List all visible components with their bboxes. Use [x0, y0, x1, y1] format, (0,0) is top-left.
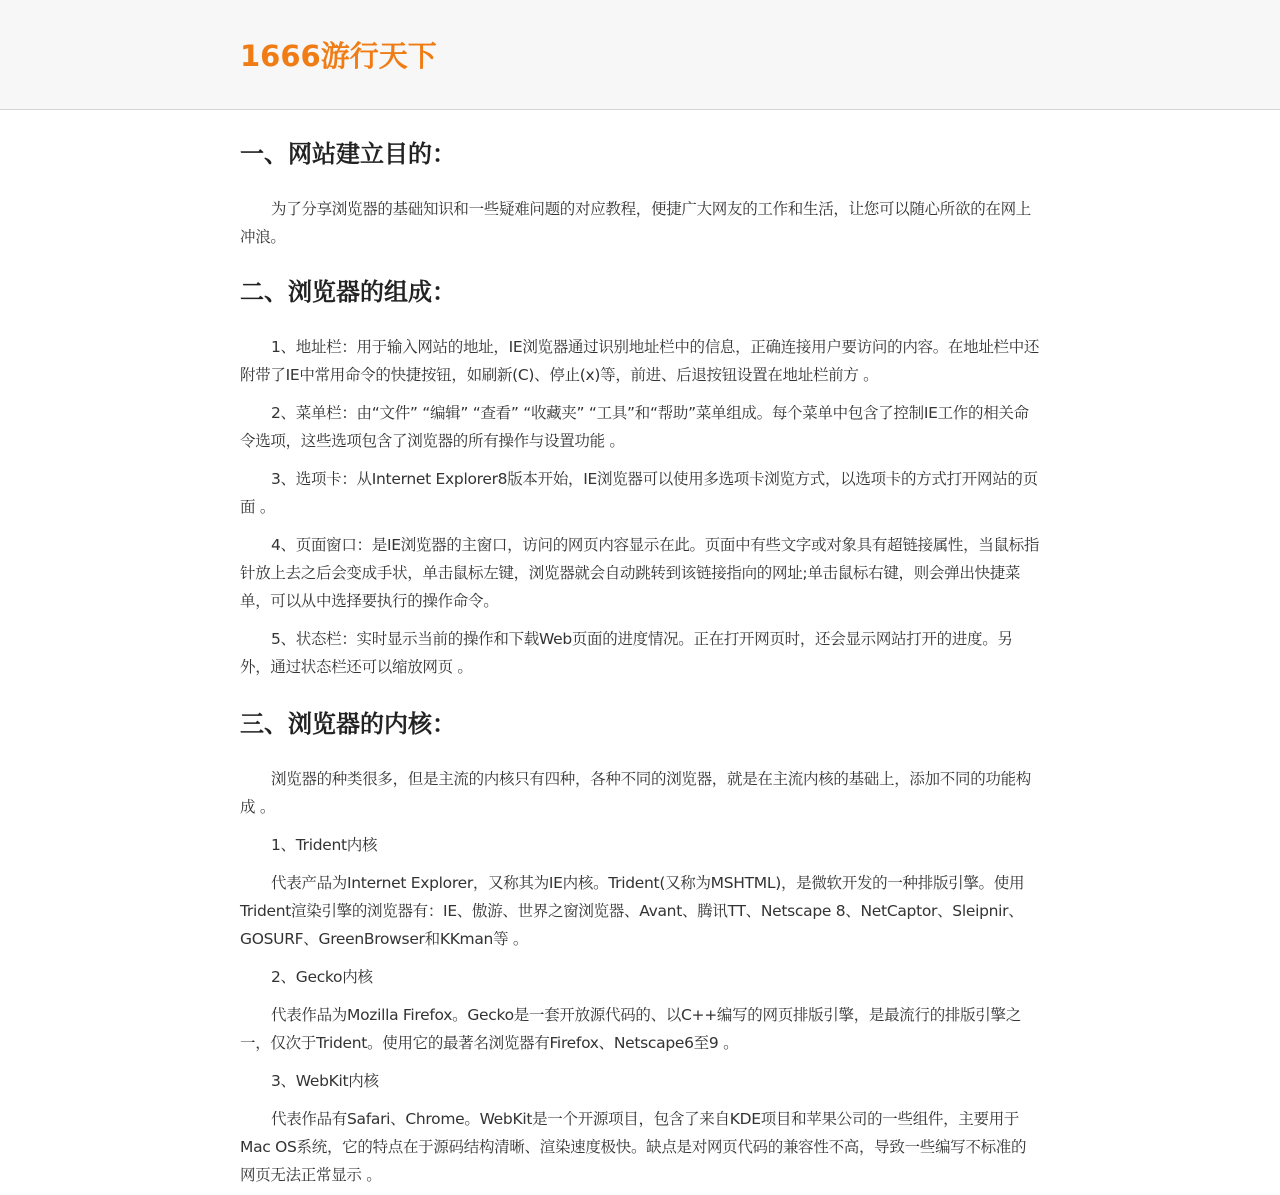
paragraph-address-bar: 1、地址栏：用于输入网站的地址，IE浏览器通过识别地址栏中的信息，正确连接用户要访问的内容。在地址栏中还附带了IE中常用命令的快捷按钮，如刷新(C)、停止(x)等，前进、后退按钮设置在地址栏前方 。	[240, 338, 1040, 384]
paragraph-tabs: 3、选项卡：从Internet Explorer8版本开始，IE浏览器可以使用多选项卡浏览方式，以选项卡的方式打开网站的页面 。	[240, 470, 1038, 516]
section-browser-components	[240, 275, 1040, 681]
paragraph-menu-bar: 2、菜单栏：由“文件” “编辑” “查看” “收藏夹” “工具”和“帮助”菜单组成。每个菜单中包含了控制IE工作的相关命令选项，这些选项包含了浏览器的所有操作与设置功能 。	[240, 404, 1029, 450]
paragraph-status-bar: 5、状态栏：实时显示当前的操作和下载Web页面的进度情况。正在打开网页时，还会显示网站打开的进度。另外，通过状态栏还可以缩放网页 。	[240, 630, 1013, 676]
article-content	[240, 110, 1040, 1189]
site-header	[0, 0, 1280, 110]
section-title: 二、浏览器的组成：	[240, 278, 456, 306]
paragraph-trident: 代表产品为Internet Explorer，又称其为IE内核。Trident(又称为MSHTML)，是微软开发的一种排版引擎。使用Trident渲染引擎的浏览器有：IE、傲游、世界之窗浏览器、Avant、腾讯TT、Netscape 8、NetCaptor、Sleipnir、GOSURF、GreenBrowser和KKman等 。	[240, 874, 1025, 948]
subheading-webkit: 3、WebKit内核	[271, 1072, 379, 1090]
paragraph-engines-intro: 浏览器的种类很多，但是主流的内核只有四种，各种不同的浏览器，就是在主流内核的基础上，添加不同的功能构成 。	[240, 770, 1032, 816]
section-title: 三、浏览器的内核：	[240, 710, 456, 738]
subheading-gecko: 2、Gecko内核	[271, 968, 373, 986]
paragraph-webkit: 代表作品有Safari、Chrome。WebKit是一个开源项目，包含了来自KDE项目和苹果公司的一些组件，主要用于Mac OS系统，它的特点在于源码结构清晰、渲染速度极快。缺点是对网页代码的兼容性不高，导致一些编写不标准的网页无法正常显示 。	[240, 1110, 1027, 1184]
section-browser-engines	[240, 707, 1040, 1189]
paragraph-page-window: 4、页面窗口：是IE浏览器的主窗口，访问的网页内容显示在此。页面中有些文字或对象具有超链接属性，当鼠标指针放上去之后会变成手状，单击鼠标左键，浏览器就会自动跳转到该链接指向的网址;单击鼠标右键，则会弹出快捷菜单，可以从中选择要执行的操作命令。	[240, 536, 1040, 610]
site-title-link[interactable]: 1666游行天下	[240, 39, 437, 73]
paragraph: 为了分享浏览器的基础知识和一些疑难问题的对应教程，便捷广大网友的工作和生活，让您可以随心所欲的在网上冲浪。	[240, 200, 1032, 246]
section-purpose	[240, 137, 1040, 251]
paragraph-gecko: 代表作品为Mozilla Firefox。Gecko是一套开放源代码的、以C++编写的网页排版引擎，是最流行的排版引擎之一，仅次于Trident。使用它的最著名浏览器有Firefox、Netscape6至9 。	[240, 1006, 1021, 1052]
subheading-trident: 1、Trident内核	[271, 836, 378, 854]
section-title: 一、网站建立目的：	[240, 140, 456, 168]
